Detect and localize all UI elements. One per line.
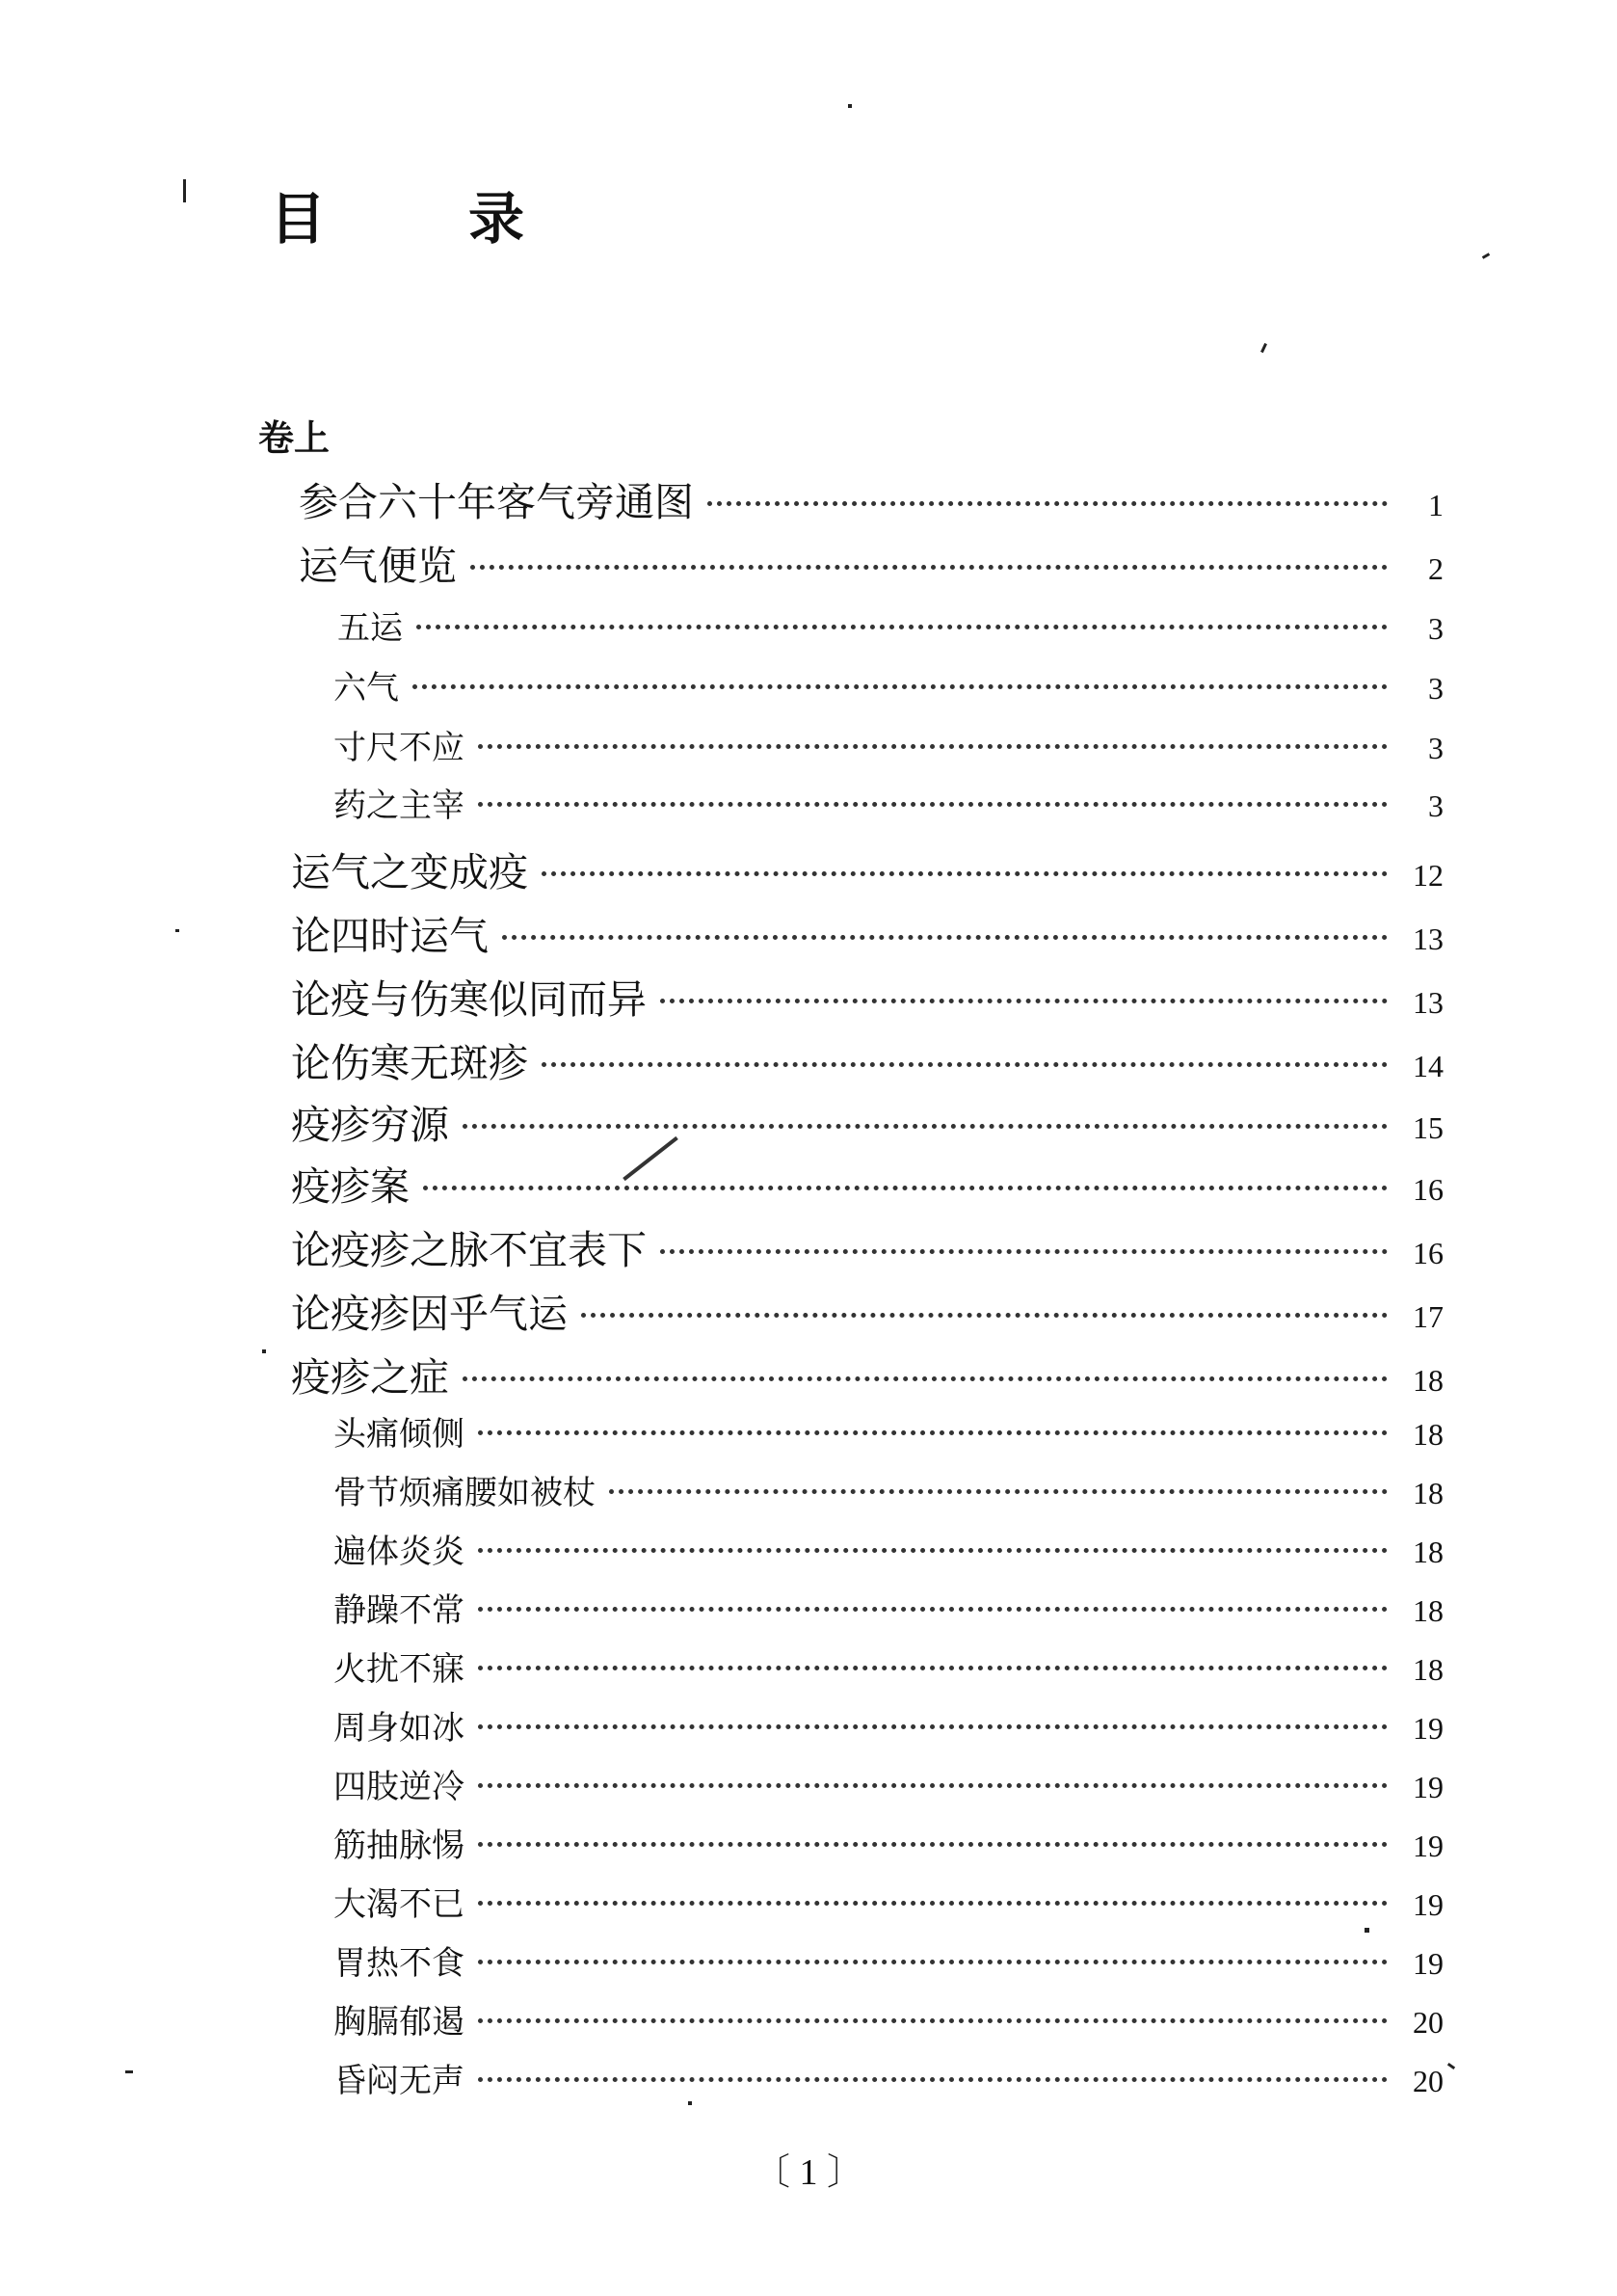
leader-dots xyxy=(463,1376,1388,1381)
toc-entry-label: 疫疹之症 xyxy=(291,1354,449,1401)
toc-subentry[interactable] xyxy=(333,1407,1444,1461)
toc-entry-label: 论四时运气 xyxy=(291,913,489,959)
toc-subentry[interactable] xyxy=(333,1995,1444,2049)
toc-page-number: 17 xyxy=(1413,1299,1444,1334)
toc-page-number: 20 xyxy=(1413,2005,1444,2040)
toc-entry-label: 论伤寒无斑疹 xyxy=(291,1040,528,1086)
toc-page-number: 18 xyxy=(1413,1593,1444,1628)
leader-dots xyxy=(463,1124,1388,1129)
toc-subentry[interactable] xyxy=(333,1819,1444,1873)
toc-page-number: 18 xyxy=(1413,1417,1444,1452)
toc-page-number: 13 xyxy=(1413,985,1444,1020)
toc-subentry[interactable] xyxy=(333,721,1444,775)
toc-entry[interactable] xyxy=(291,1282,1444,1336)
toc-subentry[interactable] xyxy=(333,1584,1444,1638)
toc-entry-label: 五运 xyxy=(337,609,403,648)
toc-subentry[interactable] xyxy=(333,1878,1444,1932)
toc-entry[interactable] xyxy=(291,904,1444,958)
scan-speck xyxy=(175,929,179,932)
toc-page-number: 19 xyxy=(1413,1770,1444,1804)
leader-dots xyxy=(478,2077,1388,2082)
scan-speck xyxy=(125,2070,133,2073)
toc-page-number: 19 xyxy=(1413,1711,1444,1746)
toc-page-number: 18 xyxy=(1413,1535,1444,1569)
page-number-footer: 〔 1 〕 xyxy=(753,2152,863,2193)
toc-entry-label: 骨节烦痛腰如被杖 xyxy=(333,1474,596,1512)
toc-entry-label: 昏闷无声 xyxy=(333,2062,464,2100)
leader-dots xyxy=(542,1062,1388,1067)
leader-dots xyxy=(470,565,1388,570)
toc-entry[interactable] xyxy=(299,470,1444,524)
toc-entry[interactable] xyxy=(291,1218,1444,1272)
toc-page-number: 13 xyxy=(1413,921,1444,956)
toc-subentry[interactable] xyxy=(333,1466,1444,1520)
toc-entry-label: 论疫与伤寒似同而异 xyxy=(291,976,647,1023)
toc-entry-label: 胃热不食 xyxy=(333,1944,464,1983)
leader-dots xyxy=(609,1489,1388,1494)
toc-entry-label: 周身如冰 xyxy=(333,1709,464,1748)
leader-dots xyxy=(412,684,1388,689)
toc-page-number: 19 xyxy=(1413,1887,1444,1922)
leader-dots xyxy=(542,871,1388,876)
toc-subentry[interactable] xyxy=(333,1642,1444,1696)
toc-page-number: 20 xyxy=(1413,2064,1444,2098)
toc-page-number: 16 xyxy=(1413,1172,1444,1207)
toc-entry-label: 筋抽脉惕 xyxy=(333,1827,464,1865)
toc-entry-label: 药之主宰 xyxy=(333,787,464,825)
leader-dots xyxy=(478,1607,1388,1612)
scan-speck xyxy=(1447,2063,1455,2069)
scan-speck xyxy=(183,179,186,202)
leader-dots xyxy=(478,1548,1388,1553)
scan-speck xyxy=(688,2101,692,2105)
volume-heading: 卷上 xyxy=(258,417,330,459)
scan-speck xyxy=(262,1349,266,1353)
toc-page-number: 18 xyxy=(1413,1476,1444,1510)
leader-dots xyxy=(478,1724,1388,1729)
leader-dots xyxy=(478,1842,1388,1847)
toc-page-number: 19 xyxy=(1413,1946,1444,1981)
toc-page-number: 3 xyxy=(1428,788,1444,823)
scan-speck xyxy=(1260,343,1267,353)
toc-entry-label: 运气便览 xyxy=(299,543,457,589)
toc-page-number: 2 xyxy=(1428,551,1444,586)
toc-subentry[interactable] xyxy=(333,1936,1444,1990)
toc-page-number: 19 xyxy=(1413,1829,1444,1863)
leader-dots xyxy=(581,1313,1388,1318)
toc-entry-label: 火扰不寐 xyxy=(333,1650,464,1689)
toc-entry-label: 寸尺不应 xyxy=(333,729,464,767)
toc-page-number: 3 xyxy=(1428,731,1444,765)
title-char-1: 目 xyxy=(270,186,327,252)
toc-entry-label: 六气 xyxy=(333,669,399,707)
toc-entry[interactable] xyxy=(299,534,1444,588)
leader-dots xyxy=(478,1960,1388,1964)
toc-subentry[interactable] xyxy=(333,2054,1444,2108)
leader-dots xyxy=(478,1783,1388,1788)
toc-entry-label: 运气之变成疫 xyxy=(291,849,528,895)
scan-speck xyxy=(1365,1928,1369,1933)
toc-entry-label: 大渴不已 xyxy=(333,1885,464,1924)
toc-page-number: 15 xyxy=(1413,1110,1444,1145)
toc-entry[interactable] xyxy=(291,841,1444,894)
toc-page-number: 14 xyxy=(1413,1049,1444,1083)
toc-entry[interactable] xyxy=(291,1031,1444,1085)
toc-subentry[interactable] xyxy=(333,1525,1444,1579)
toc-subentry[interactable] xyxy=(333,661,1444,715)
toc-page-number: 18 xyxy=(1413,1363,1444,1398)
toc-page-number: 12 xyxy=(1413,858,1444,893)
leader-dots xyxy=(423,1186,1388,1190)
toc-entry[interactable] xyxy=(291,1346,1444,1400)
toc-page-number: 3 xyxy=(1428,611,1444,646)
toc-entry-label: 论疫疹因乎气运 xyxy=(291,1291,568,1337)
toc-entry-label: 论疫疹之脉不宜表下 xyxy=(291,1227,647,1273)
leader-dots xyxy=(707,501,1388,506)
toc-page-number: 1 xyxy=(1428,488,1444,522)
toc-subentry[interactable] xyxy=(333,779,1444,833)
leader-dots xyxy=(502,935,1388,940)
toc-subentry[interactable] xyxy=(337,601,1444,655)
leader-dots xyxy=(478,2018,1388,2023)
toc-entry-label: 遍体炎炎 xyxy=(333,1533,464,1571)
toc-entry-label: 头痛倾侧 xyxy=(333,1415,464,1454)
toc-entry-label: 疫疹穷源 xyxy=(291,1102,449,1148)
toc-entry[interactable] xyxy=(291,968,1444,1022)
scan-speck xyxy=(848,104,852,108)
toc-entry-label: 四肢逆冷 xyxy=(333,1768,464,1806)
leader-dots xyxy=(660,999,1388,1003)
toc-entry[interactable] xyxy=(291,1093,1444,1147)
leader-dots xyxy=(478,802,1388,807)
leader-dots xyxy=(660,1249,1388,1254)
toc-entry[interactable] xyxy=(291,1155,1444,1209)
toc-entry-label: 参合六十年客气旁通图 xyxy=(299,479,694,525)
title-char-2: 录 xyxy=(468,186,525,252)
leader-dots xyxy=(478,744,1388,749)
toc-page-number: 3 xyxy=(1428,671,1444,706)
leader-dots xyxy=(478,1666,1388,1670)
toc-entry-label: 疫疹案 xyxy=(291,1163,410,1210)
leader-dots xyxy=(478,1430,1388,1435)
toc-page-number: 18 xyxy=(1413,1652,1444,1687)
leader-dots xyxy=(416,625,1388,629)
toc-page-number: 16 xyxy=(1413,1236,1444,1270)
leader-dots xyxy=(478,1901,1388,1906)
toc-entry-label: 静躁不常 xyxy=(333,1591,464,1630)
toc-subentry[interactable] xyxy=(333,1701,1444,1755)
toc-entry-label: 胸膈郁遏 xyxy=(333,2003,464,2042)
page-title xyxy=(270,174,524,254)
toc-subentry[interactable] xyxy=(333,1760,1444,1814)
scan-speck xyxy=(1482,253,1490,259)
